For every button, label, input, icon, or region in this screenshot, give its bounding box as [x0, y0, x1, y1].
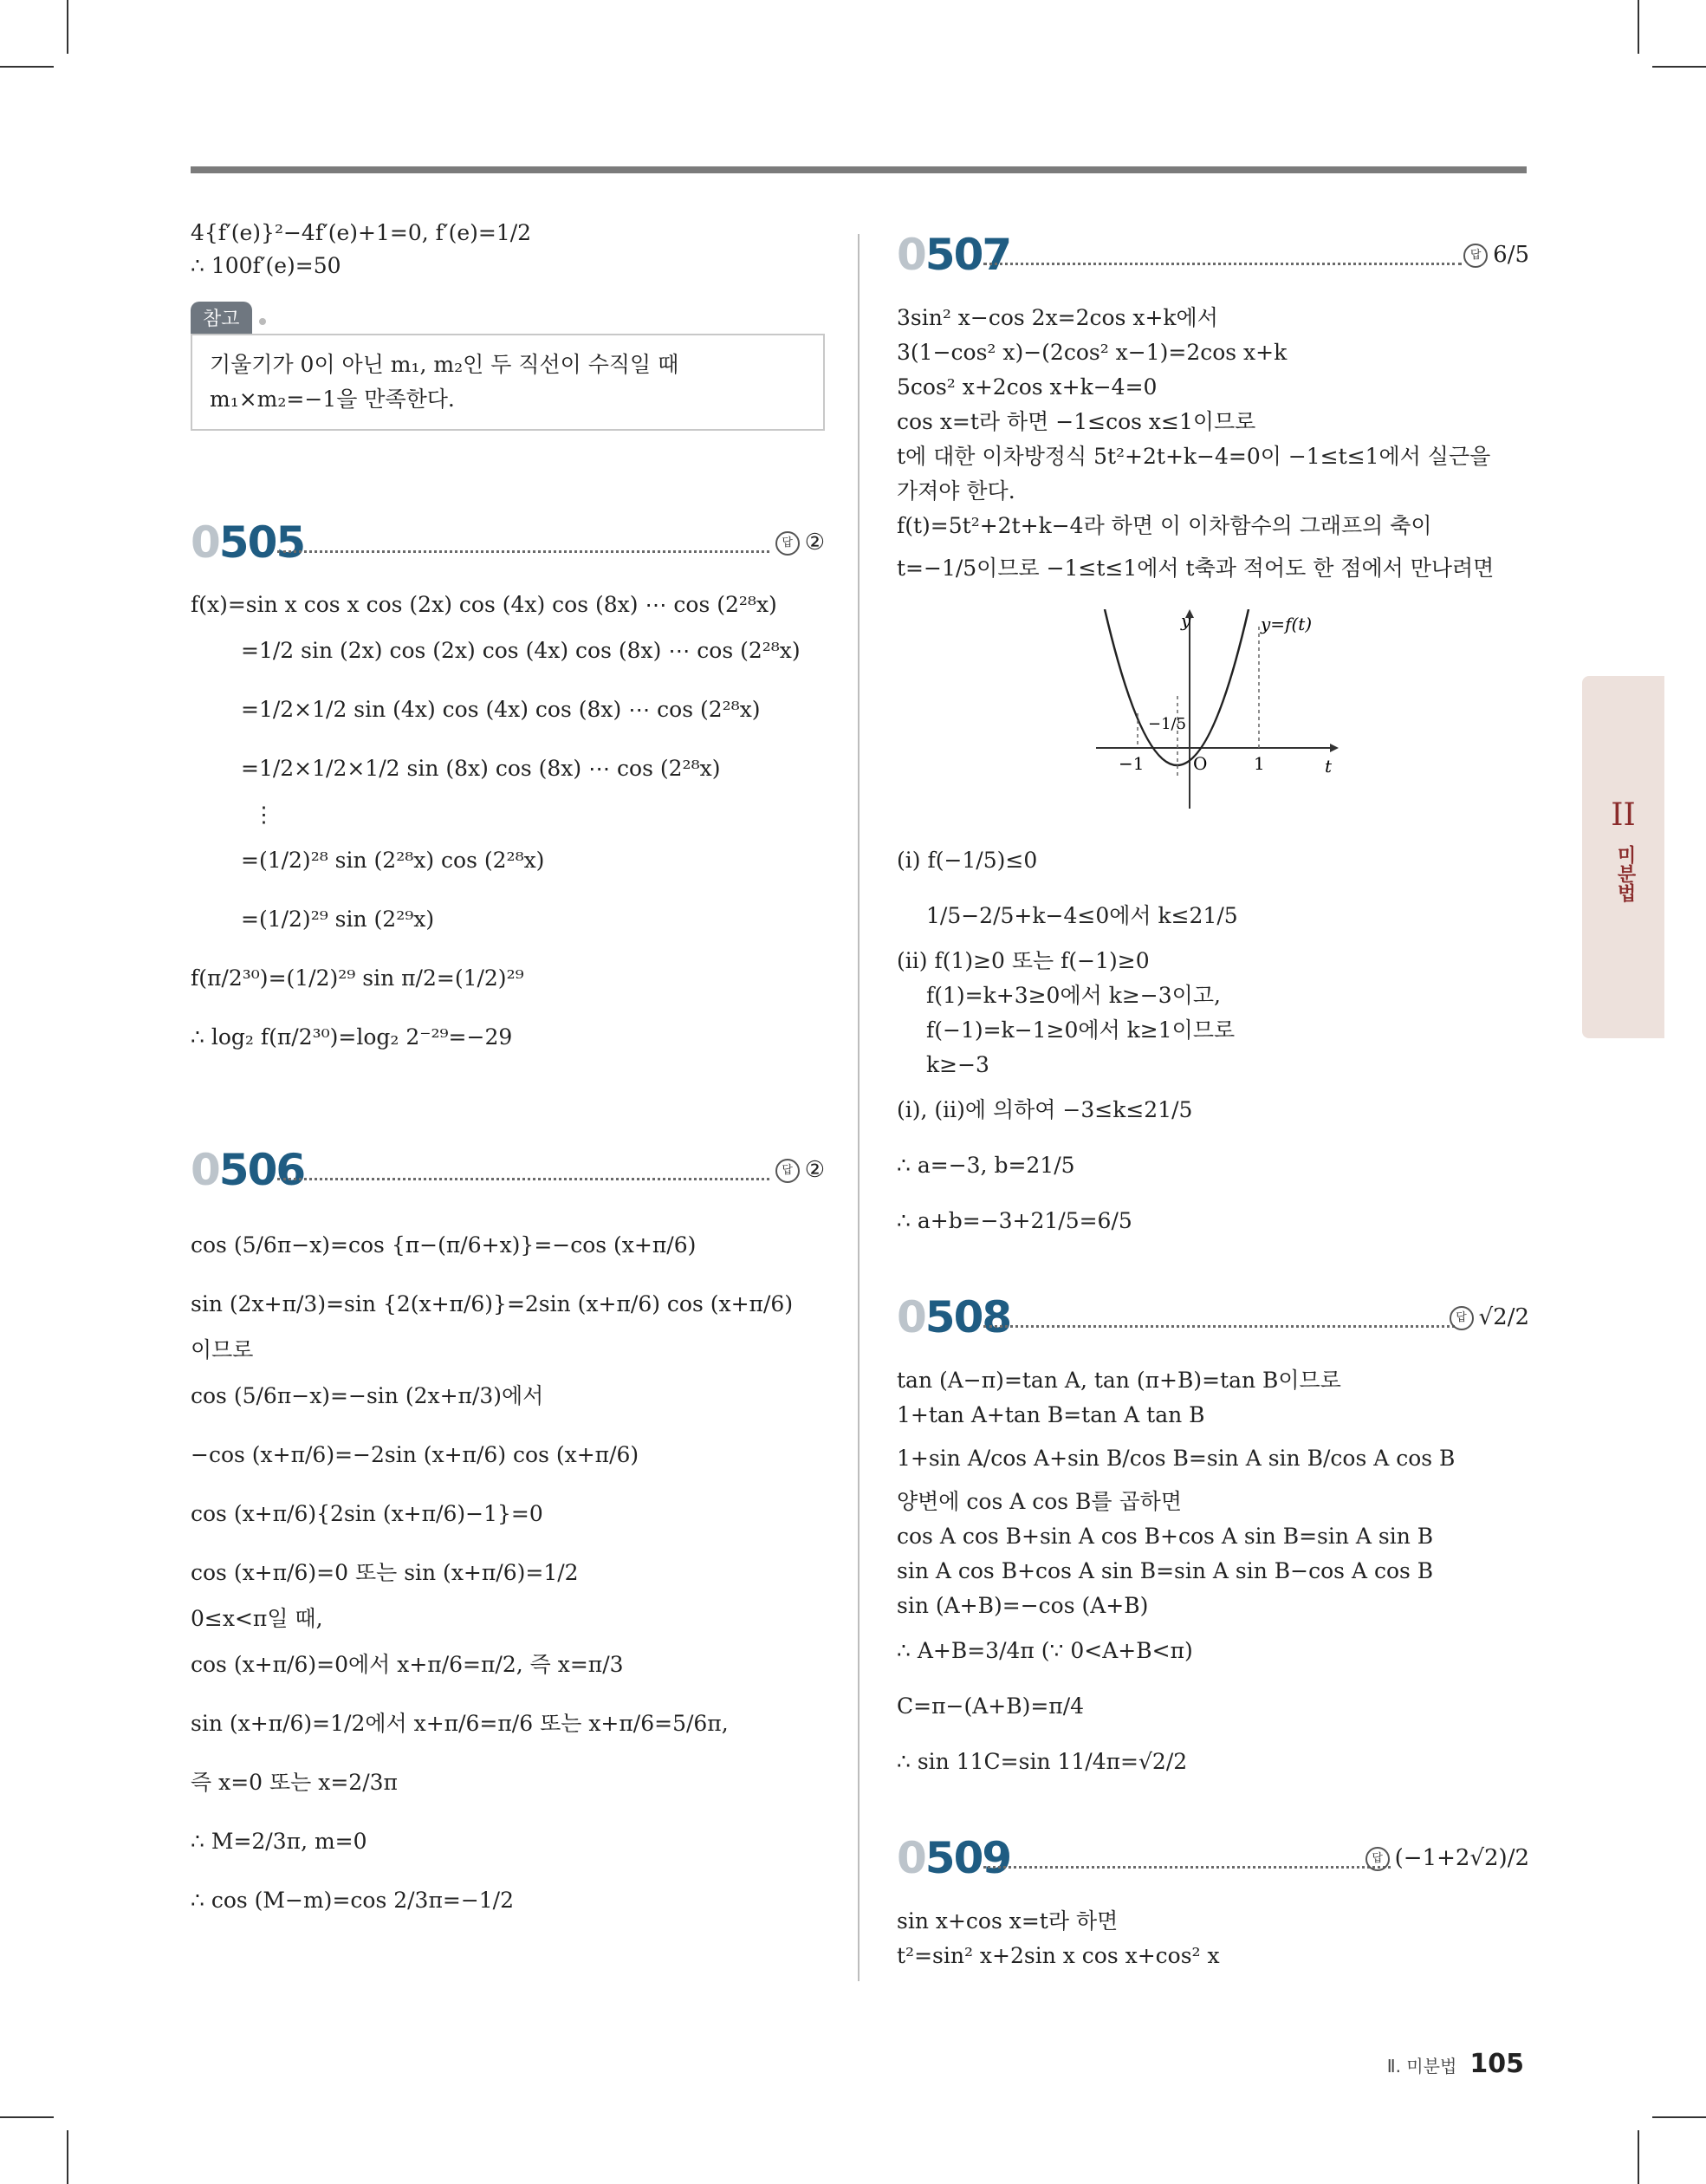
column-divider — [858, 234, 859, 1981]
footer-chapter: Ⅱ. 미분법 — [1386, 2056, 1457, 2077]
dotted-leader — [983, 1866, 1391, 1869]
solution-line: f(−1)=k−1≥0에서 k≥1이므로 — [926, 1017, 1236, 1043]
answer-icon: 답 — [775, 1159, 800, 1183]
solution-line: (ⅰ), (ⅱ)에 의하여 −3≤k≤21/5 — [897, 1097, 1193, 1122]
solution-line: =1/2×1/2 sin (4x) cos (4x) cos (8x) ⋯ cos (2²⁸x) — [241, 697, 761, 722]
solution-line: 즉 x=0 또는 x=2/3π — [191, 1770, 398, 1795]
tick-label-axis: −1/5 — [1148, 715, 1187, 733]
solution-line: 3sin² x−cos 2x=2cos x+k에서 — [897, 305, 1218, 330]
crop-mark — [1638, 2130, 1639, 2184]
solution-line: ∴ sin 11C=sin 11/4π=√2/2 — [897, 1749, 1188, 1774]
dotted-leader — [983, 263, 1462, 265]
problem-number: 0506 — [191, 1145, 305, 1195]
problem-header — [191, 517, 825, 578]
solution-line: =1/2 sin (2x) cos (2x) cos (4x) cos (8x) ⋯ cos (2²⁸x) — [241, 638, 801, 663]
problem-507 — [897, 230, 1529, 1249]
note-line: 기울기가 0이 아닌 m₁, m₂인 두 직선이 수직일 때 — [210, 352, 679, 377]
solution-line: f(t)=5t²+2t+k−4라 하면 이 이차함수의 그래프의 축이 — [897, 513, 1432, 538]
solution-line: tan (A−π)=tan A, tan (π+B)=tan B이므로 — [897, 1368, 1341, 1393]
parabola-graph — [1087, 609, 1339, 817]
answer-icon: 답 — [1463, 244, 1488, 268]
solution-line: cos (x+π/6)=0에서 x+π/6=π/2, 즉 x=π/3 — [191, 1652, 624, 1677]
crop-mark — [0, 2116, 54, 2118]
t-axis-label: t — [1325, 756, 1333, 777]
crop-mark — [67, 2130, 68, 2184]
solution-line: ∴ cos (M−m)=cos 2/3π=−1/2 — [191, 1888, 515, 1913]
solution-line: t²=sin² x+2sin x cos x+cos² x — [897, 1943, 1220, 1968]
solution-line: (ⅱ) f(1)≥0 또는 f(−1)≥0 — [897, 948, 1150, 973]
dotted-leader — [277, 1178, 769, 1180]
answer-icon: 답 — [1365, 1847, 1390, 1871]
solution-line: sin A cos B+cos A sin B=sin A sin B−cos A cos B — [897, 1558, 1434, 1583]
answer: 답 6/5 — [1463, 242, 1529, 268]
solution-line: 양변에 cos A cos B를 곱하면 — [897, 1489, 1182, 1514]
page-number: 105 — [1469, 2049, 1524, 2079]
answer-icon: 답 — [775, 531, 800, 556]
parabola-curve — [1105, 609, 1249, 765]
solution-line: =(1/2)²⁸ sin (2²⁸x) cos (2²⁸x) — [241, 848, 545, 873]
problem-number: 0508 — [897, 1292, 1011, 1342]
problem-505 — [191, 517, 825, 1067]
problem-number: 0505 — [191, 517, 305, 568]
solution-line: ∴ M=2/3π, m=0 — [191, 1829, 367, 1854]
solution-line: ∴ a+b=−3+21/5=6/5 — [897, 1208, 1132, 1233]
crop-mark — [1652, 66, 1706, 68]
solution-line: 5cos² x+2cos x+k−4=0 — [897, 374, 1158, 400]
answer-icon: 답 — [1450, 1306, 1474, 1330]
solution-line: f(π/2³⁰)=(1/2)²⁹ sin π/2=(1/2)²⁹ — [191, 965, 524, 991]
right-column — [897, 217, 1529, 1973]
solution-line: (ⅰ) f(−1/5)≤0 — [897, 848, 1038, 873]
solution-line: ⋮ — [253, 802, 275, 827]
solution-line: t=−1/5이므로 −1≤t≤1에서 t축과 적어도 한 점에서 만나려면 — [897, 556, 1495, 581]
solution-line: 1+tan A+tan B=tan A tan B — [897, 1402, 1205, 1427]
solution-line: =(1/2)²⁹ sin (2²⁹x) — [241, 907, 435, 932]
solution-line: sin (A+B)=−cos (A+B) — [897, 1593, 1149, 1618]
note-tag: 참고 — [191, 302, 252, 334]
dotted-leader — [277, 550, 769, 553]
solution-line: cos (x+π/6)=0 또는 sin (x+π/6)=1/2 — [191, 1560, 579, 1585]
dot-icon — [259, 318, 266, 325]
solution-line: k≥−3 — [926, 1052, 989, 1077]
left-column — [191, 217, 825, 1930]
solution-line: sin (2x+π/3)=sin {2(x+π/6)}=2sin (x+π/6) cos (x+π/6) — [191, 1291, 794, 1316]
crop-mark — [0, 66, 54, 68]
problem-number: 0507 — [897, 230, 1011, 280]
solution-line: 이므로 — [191, 1337, 254, 1362]
chapter-side-tab — [1582, 676, 1664, 1038]
problem-header — [897, 1833, 1529, 1894]
solution-line: C=π−(A+B)=π/4 — [897, 1693, 1085, 1719]
solution-line: 1+sin A/cos A+sin B/cos B=sin A sin B/cos A cos B — [897, 1446, 1456, 1471]
t-axis-arrow-icon — [1330, 744, 1339, 752]
solution-line: cos x=t라 하면 −1≤cos x≤1이므로 — [897, 409, 1256, 434]
solution-line: ∴ log₂ f(π/2³⁰)=log₂ 2⁻²⁹=−29 — [191, 1024, 513, 1050]
solution-line: 가져야 한다. — [897, 478, 1015, 504]
answer: 답 √2/2 — [1450, 1304, 1529, 1330]
intro-line: 4{f′(e)}²−4f′(e)+1=0, f′(e)=1/2 — [191, 220, 532, 245]
curve-label: y=f(t) — [1261, 614, 1313, 634]
solution-line: ∴ A+B=3/4π (∵ 0<A+B<π) — [897, 1638, 1193, 1663]
crop-mark — [1652, 2116, 1706, 2118]
problem-506 — [191, 1145, 825, 1930]
problem-header — [897, 1292, 1529, 1353]
solution-line: 1/5−2/5+k−4≤0에서 k≤21/5 — [926, 903, 1238, 928]
tick-label-neg1: −1 — [1119, 753, 1145, 774]
solution-line: =1/2×1/2×1/2 sin (8x) cos (8x) ⋯ cos (2²⁸x) — [241, 756, 721, 781]
problem-508 — [897, 1292, 1529, 1790]
note-block — [191, 283, 825, 431]
solution-line: −cos (x+π/6)=−2sin (x+π/6) cos (x+π/6) — [191, 1442, 639, 1467]
solution-line: ∴ a=−3, b=21/5 — [897, 1153, 1075, 1178]
chapter-roman: II — [1611, 797, 1636, 833]
solution-line: f(x)=sin x cos x cos (2x) cos (4x) cos (8x) ⋯ cos (2²⁸x) — [191, 592, 777, 617]
note-line: m₁×m₂=−1을 만족한다. — [210, 387, 455, 412]
y-axis-label: y — [1181, 610, 1191, 631]
dotted-leader — [983, 1325, 1455, 1328]
chapter-label: 미분법 — [1614, 845, 1636, 902]
header-rule — [191, 166, 1527, 173]
solution-line: f(1)=k+3≥0에서 k≥−3이고, — [926, 983, 1221, 1008]
solution-line: 3(1−cos² x)−(2cos² x−1)=2cos x+k — [897, 340, 1288, 365]
answer: 답 ② — [775, 1157, 825, 1183]
problem-number: 0509 — [897, 1833, 1011, 1883]
answer: 답 (−1+2√2)/2 — [1365, 1845, 1529, 1871]
problem-header — [191, 1145, 825, 1206]
solution-line: cos A cos B+sin A cos B+cos A sin B=sin A sin B — [897, 1524, 1434, 1549]
problem-header — [897, 230, 1529, 290]
intro-line: ∴ 100f′(e)=50 — [191, 253, 341, 278]
solution-line: t에 대한 이차방정식 5t²+2t+k−4=0이 −1≤t≤1에서 실근을 — [897, 444, 1491, 469]
page-footer — [1387, 2049, 1524, 2079]
solution-line: sin (x+π/6)=1/2에서 x+π/6=π/6 또는 x+π/6=5/6π, — [191, 1711, 729, 1736]
solution-line: 0≤x<π일 때, — [191, 1606, 323, 1631]
note-box — [191, 334, 825, 431]
tick-label-1: 1 — [1254, 753, 1265, 774]
solution-line: cos (5/6π−x)=cos {π−(π/6+x)}=−cos (x+π/6) — [191, 1232, 697, 1258]
answer: 답 ② — [775, 530, 825, 556]
solution-line: sin x+cos x=t라 하면 — [897, 1908, 1119, 1934]
solution-line: cos (5/6π−x)=−sin (2x+π/3)에서 — [191, 1383, 544, 1408]
problem-509 — [897, 1833, 1529, 1973]
crop-mark — [67, 0, 68, 54]
solution-line: cos (x+π/6){2sin (x+π/6)−1}=0 — [191, 1501, 543, 1526]
origin-label: O — [1193, 753, 1208, 774]
crop-mark — [1638, 0, 1639, 54]
